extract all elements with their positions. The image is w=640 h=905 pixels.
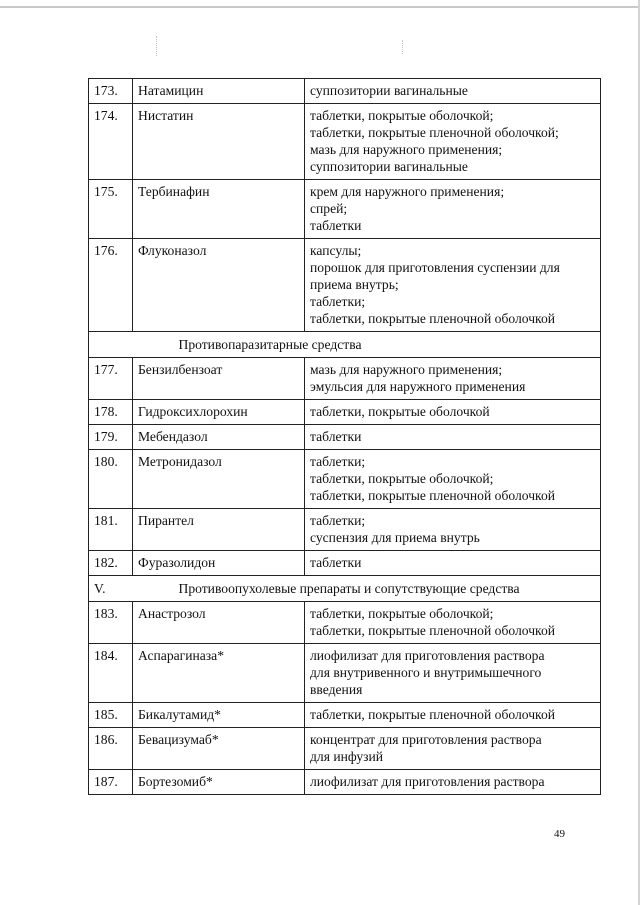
drug-number: 178. [89, 400, 133, 425]
dosage-forms [305, 551, 601, 576]
page-number: 49 [554, 828, 565, 840]
dosage-forms [305, 509, 601, 551]
drug-name: Мебендазол [133, 425, 305, 450]
dosage-forms [305, 239, 601, 332]
dosage-forms [305, 644, 601, 703]
drug-row [89, 644, 601, 703]
dosage-form-line: приема внутрь; [310, 277, 399, 292]
drug-number: 176. [89, 239, 133, 332]
drug-row [89, 770, 601, 795]
drug-name: Бевацизумаб* [133, 728, 305, 770]
scan-artifact [156, 36, 158, 56]
dosage-forms [305, 180, 601, 239]
drug-name: Гидроксихлорохин [133, 400, 305, 425]
dosage-form-line: таблетки [310, 555, 362, 570]
section-number: V. [89, 576, 133, 602]
dosage-form-line: суспензия для приема внутрь [310, 530, 480, 545]
section-number [89, 332, 133, 358]
drug-number: 185. [89, 703, 133, 728]
dosage-form-line: таблетки; [310, 294, 366, 309]
drug-row [89, 180, 601, 239]
dosage-form-line: суппозитории вагинальные [310, 159, 468, 174]
dosage-form-line: капсулы; [310, 243, 362, 258]
drug-row [89, 400, 601, 425]
drug-name: Метронидазол [133, 450, 305, 509]
dosage-form-line: лиофилизат для приготовления раствора [310, 774, 545, 789]
dosage-forms [305, 770, 601, 795]
dosage-form-line: мазь для наружного применения; [310, 142, 503, 157]
dosage-form-line: лиофилизат для приготовления раствора [310, 648, 545, 663]
drug-number: 187. [89, 770, 133, 795]
drug-row [89, 509, 601, 551]
drug-number: 184. [89, 644, 133, 703]
dosage-form-line: концентрат для приготовления раствора [310, 732, 542, 747]
drug-name: Нистатин [133, 104, 305, 180]
section-title: Противоопухолевые препараты и сопутствующие средства [133, 576, 601, 602]
drug-number: 182. [89, 551, 133, 576]
dosage-forms [305, 425, 601, 450]
drug-name: Флуконазол [133, 239, 305, 332]
drug-number: 177. [89, 358, 133, 400]
dosage-form-line: таблетки, покрытые оболочкой; [310, 606, 494, 621]
drug-name: Бикалутамид* [133, 703, 305, 728]
drug-row [89, 239, 601, 332]
dosage-form-line: таблетки [310, 218, 362, 233]
drug-row [89, 551, 601, 576]
drug-list-body [89, 79, 601, 795]
dosage-form-line: таблетки, покрытые пленочной оболочкой; [310, 125, 559, 140]
dosage-form-line: спрей; [310, 201, 348, 216]
drug-name: Тербинафин [133, 180, 305, 239]
drug-row [89, 728, 601, 770]
drug-name: Бензилбензоат [133, 358, 305, 400]
drug-number: 174. [89, 104, 133, 180]
dosage-form-line: таблетки, покрытые пленочной оболочкой [310, 707, 556, 722]
dosage-form-line: эмульсия для наружного применения [310, 379, 526, 394]
drug-name: Пирантел [133, 509, 305, 551]
dosage-form-line: порошок для приготовления суспензии для [310, 260, 560, 275]
drug-name: Бортезомиб* [133, 770, 305, 795]
drug-name: Фуразолидон [133, 551, 305, 576]
drug-name: Аспарагиназа* [133, 644, 305, 703]
dosage-form-line: таблетки; [310, 513, 366, 528]
drug-name: Натамицин [133, 79, 305, 104]
drug-number: 175. [89, 180, 133, 239]
drug-row [89, 450, 601, 509]
dosage-forms [305, 602, 601, 644]
drug-number: 179. [89, 425, 133, 450]
scan-top-edge [0, 6, 640, 8]
dosage-forms [305, 104, 601, 180]
drug-number: 186. [89, 728, 133, 770]
dosage-form-line: таблетки, покрытые пленочной оболочкой [310, 623, 556, 638]
dosage-form-line: мазь для наружного применения; [310, 362, 503, 377]
drug-number: 183. [89, 602, 133, 644]
dosage-form-line: крем для наружного применения; [310, 184, 505, 199]
drug-name: Анастрозол [133, 602, 305, 644]
drug-row [89, 602, 601, 644]
drug-number: 181. [89, 509, 133, 551]
dosage-forms [305, 79, 601, 104]
dosage-form-line: таблетки, покрытые оболочкой; [310, 108, 494, 123]
dosage-form-line: для внутривенного и внутримышечного [310, 665, 542, 680]
dosage-form-line: таблетки, покрытые оболочкой [310, 404, 490, 419]
drug-row [89, 104, 601, 180]
section-row [89, 576, 601, 602]
section-row [89, 332, 601, 358]
drug-row [89, 703, 601, 728]
scan-artifact [402, 40, 404, 54]
dosage-form-line: таблетки, покрытые пленочной оболочкой [310, 488, 556, 503]
dosage-forms [305, 450, 601, 509]
dosage-form-line: таблетки, покрытые оболочкой; [310, 471, 494, 486]
drug-list-table [88, 78, 601, 795]
drug-row [89, 358, 601, 400]
drug-number: 173. [89, 79, 133, 104]
dosage-form-line: таблетки; [310, 454, 366, 469]
drug-row [89, 425, 601, 450]
drug-row [89, 79, 601, 104]
dosage-forms [305, 400, 601, 425]
dosage-form-line: таблетки, покрытые пленочной оболочкой [310, 311, 556, 326]
dosage-form-line: для инфузий [310, 749, 384, 764]
dosage-forms [305, 728, 601, 770]
dosage-form-line: введения [310, 682, 363, 697]
dosage-forms [305, 358, 601, 400]
section-title: Противопаразитарные средства [133, 332, 601, 358]
dosage-form-line: суппозитории вагинальные [310, 83, 468, 98]
drug-number: 180. [89, 450, 133, 509]
dosage-form-line: таблетки [310, 429, 362, 444]
dosage-forms [305, 703, 601, 728]
